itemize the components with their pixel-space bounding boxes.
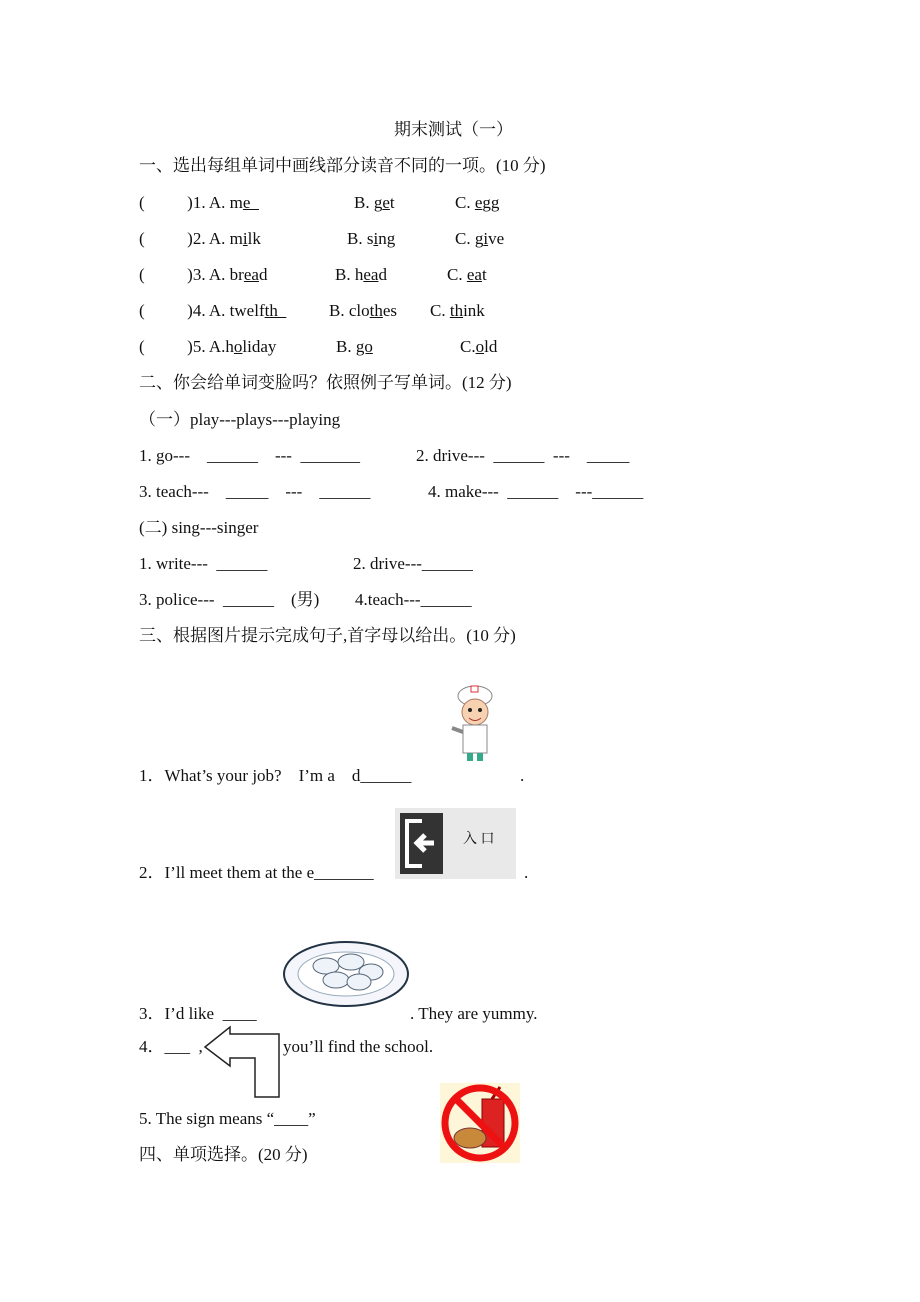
answer-blank-and-number[interactable]: [139, 193, 259, 213]
underlined-letters: go: [355, 337, 373, 356]
option-a: d: [258, 265, 268, 284]
option-a: lk: [247, 229, 261, 248]
answer-blank-and-number[interactable]: [139, 229, 261, 249]
text: C.: [455, 193, 475, 212]
section-4-heading: 四、单项选择。(20 分): [139, 1145, 308, 1164]
part1-q3: 3. teach--- _____ --- ______: [139, 482, 371, 501]
text: C. g: [455, 229, 484, 248]
option-a: ea: [243, 265, 259, 284]
question-number: ( )5. A.: [139, 337, 226, 356]
option-a: m: [229, 229, 243, 248]
text: C.: [430, 301, 450, 320]
text: d: [378, 265, 387, 284]
option-c: [455, 229, 504, 249]
option-b: [354, 193, 395, 213]
text: g: [373, 193, 383, 212]
option-b: [336, 337, 373, 357]
section-1-heading: 一、选出每组单词中画线部分读音不同的一项。(10 分): [139, 156, 546, 175]
option-b: [335, 265, 387, 285]
text: e: [382, 193, 390, 212]
underlined-letters: o: [475, 337, 485, 356]
question-4-end: you’ll find the school.: [283, 1037, 434, 1056]
question-2-end: .: [524, 863, 529, 882]
part1-q1: 1. go--- ______ --- _______: [139, 446, 360, 465]
question-number: ( )3. A.: [139, 265, 230, 284]
option-a: i: [242, 229, 248, 248]
text: B. h: [335, 265, 364, 284]
text: ink: [463, 301, 485, 320]
option-a: twelf: [229, 301, 265, 320]
part2-q4: 4.teach---______: [355, 590, 472, 609]
section-2-heading: 二、你会给单词变脸吗？依照例子写单词。(12 分): [139, 373, 512, 392]
entrance-sign-text: 入 口: [463, 832, 495, 847]
question-number: ( )2. A.: [139, 229, 230, 248]
text: B. s: [347, 229, 374, 248]
text: B. clo: [329, 301, 370, 320]
entrance-sign-picture: [395, 808, 516, 879]
option-c: [460, 337, 497, 357]
underlined-letters: th: [369, 301, 383, 320]
part2-q1: 1. write--- ______: [139, 554, 268, 573]
option-a: o: [233, 337, 243, 356]
option-a: liday: [242, 337, 277, 356]
option-a: th: [264, 301, 287, 320]
text: B.: [354, 193, 374, 212]
dumplings-picture: [281, 936, 411, 1008]
answer-blank-and-number[interactable]: [139, 301, 286, 321]
underlined-letters: i: [483, 229, 489, 248]
text: ng: [378, 229, 396, 248]
underlined-letters: th: [449, 301, 464, 320]
option-a: br: [229, 265, 244, 284]
underlined-letters: ea: [466, 265, 482, 284]
text: e: [474, 193, 483, 212]
question-5: 5. The sign means “____”: [139, 1109, 316, 1128]
answer-blank-and-number[interactable]: [139, 265, 267, 285]
underlined-letters: i: [373, 229, 379, 248]
text: es: [382, 301, 398, 320]
part-1-example: （一）play---plays---playing: [139, 410, 341, 429]
underlined-letters: ea: [363, 265, 379, 284]
question-1: 1．What’s your job? I’m a d______: [139, 766, 412, 785]
underlined-letters: [374, 193, 390, 212]
part1-q4: 4. make--- ______ ---______: [428, 482, 644, 501]
no-food-sign-picture: [440, 1083, 520, 1163]
question-4: 4．___ ,: [139, 1037, 203, 1056]
question-3-end: . They are yummy.: [410, 1004, 538, 1023]
page-title: 期末测试（一）: [394, 120, 513, 139]
turn-left-arrow: [203, 1025, 283, 1099]
text: ld: [484, 337, 498, 356]
question-2: 2．I’ll meet them at the e_______: [139, 863, 374, 882]
part2-q3: 3. police--- ______ (男): [139, 590, 320, 609]
doctor-picture: [440, 680, 510, 765]
part-2-example: (二) sing---singer: [139, 518, 259, 537]
text: C.: [460, 337, 476, 356]
option-c: [447, 265, 487, 285]
question-3: 3．I’d like ____: [139, 1004, 257, 1023]
text: t: [481, 265, 487, 284]
question-number: ( )1. A.: [139, 193, 230, 212]
text: gg: [482, 193, 500, 212]
section-3-heading: 三、根据图片提示完成句子,首字母以给出。(10 分): [139, 626, 516, 645]
text: C.: [447, 265, 467, 284]
text: t: [389, 193, 395, 212]
option-c: [430, 301, 485, 321]
text: ve: [488, 229, 505, 248]
option-b: [347, 229, 395, 249]
option-a: h: [225, 337, 234, 356]
part1-q2: 2. drive--- ______ --- _____: [416, 446, 630, 465]
answer-blank-and-number[interactable]: [139, 337, 276, 357]
underlined-letters: [475, 193, 500, 212]
entrance-icon: [400, 813, 443, 874]
part2-q2: 2. drive---______: [353, 554, 473, 573]
question-number: ( )4. A.: [139, 301, 230, 320]
option-b: [329, 301, 397, 321]
option-a: e: [242, 193, 259, 212]
question-1-end: .: [520, 766, 525, 785]
text: B.: [336, 337, 356, 356]
option-a: m: [229, 193, 243, 212]
option-c: [455, 193, 499, 213]
